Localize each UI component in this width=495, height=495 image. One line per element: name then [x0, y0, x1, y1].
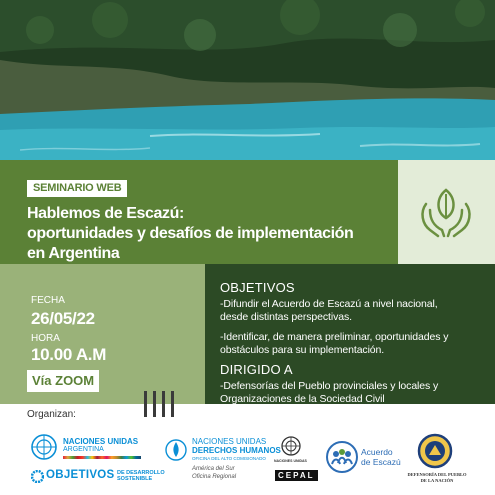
- un-emblem-icon: [280, 435, 302, 457]
- event-title: [27, 204, 395, 264]
- event-type-tag: SEMINARIO WEB: [27, 180, 127, 197]
- title-line: en Argentina: [27, 245, 120, 262]
- objective-line: desde distintas perspectivas.: [220, 311, 352, 323]
- mountain-lake-image: [0, 0, 495, 160]
- objective-item: [220, 331, 485, 357]
- icon-panel: [398, 160, 495, 264]
- hero-photo: [0, 0, 495, 160]
- sdg-wheel-icon: [31, 470, 44, 483]
- objective-line: -Identificar, de manera preliminar, oportunidades y: [220, 331, 449, 343]
- people-circle-icon: [325, 440, 359, 474]
- flame-globe-icon: [164, 437, 188, 461]
- date-label: FECHA: [31, 295, 65, 306]
- title-line: Hablemos de Escazú:: [27, 205, 184, 222]
- objectives-heading: OBJETIVOS: [220, 280, 295, 295]
- audience-line: -Defensorías del Pueblo provinciales y locales y: [220, 380, 439, 392]
- time-value: 10.00 A.M: [31, 345, 107, 364]
- audience-heading: DIRIGIDO A: [220, 362, 293, 377]
- date-value: 26/05/22: [31, 309, 95, 328]
- divider-bars: [144, 391, 174, 417]
- objective-line: obstáculos para su implementación.: [220, 344, 385, 356]
- audience-line: Organizaciones de la Sociedad Civil: [220, 393, 385, 405]
- defensoria-emblem-icon: [417, 433, 453, 469]
- audience-text: [220, 380, 485, 406]
- title-line: oportunidades y desafíos de implementación: [27, 225, 354, 242]
- time-label: HORA: [31, 333, 60, 344]
- organizers-label: Organizan:: [27, 409, 76, 420]
- platform-badge: Vía ZOOM: [27, 370, 99, 392]
- objective-line: -Difundir el Acuerdo de Escazú a nivel nacional,: [220, 298, 438, 310]
- un-emblem-icon: [30, 433, 58, 461]
- hands-leaf-icon: [412, 178, 480, 246]
- objective-item: [220, 298, 485, 324]
